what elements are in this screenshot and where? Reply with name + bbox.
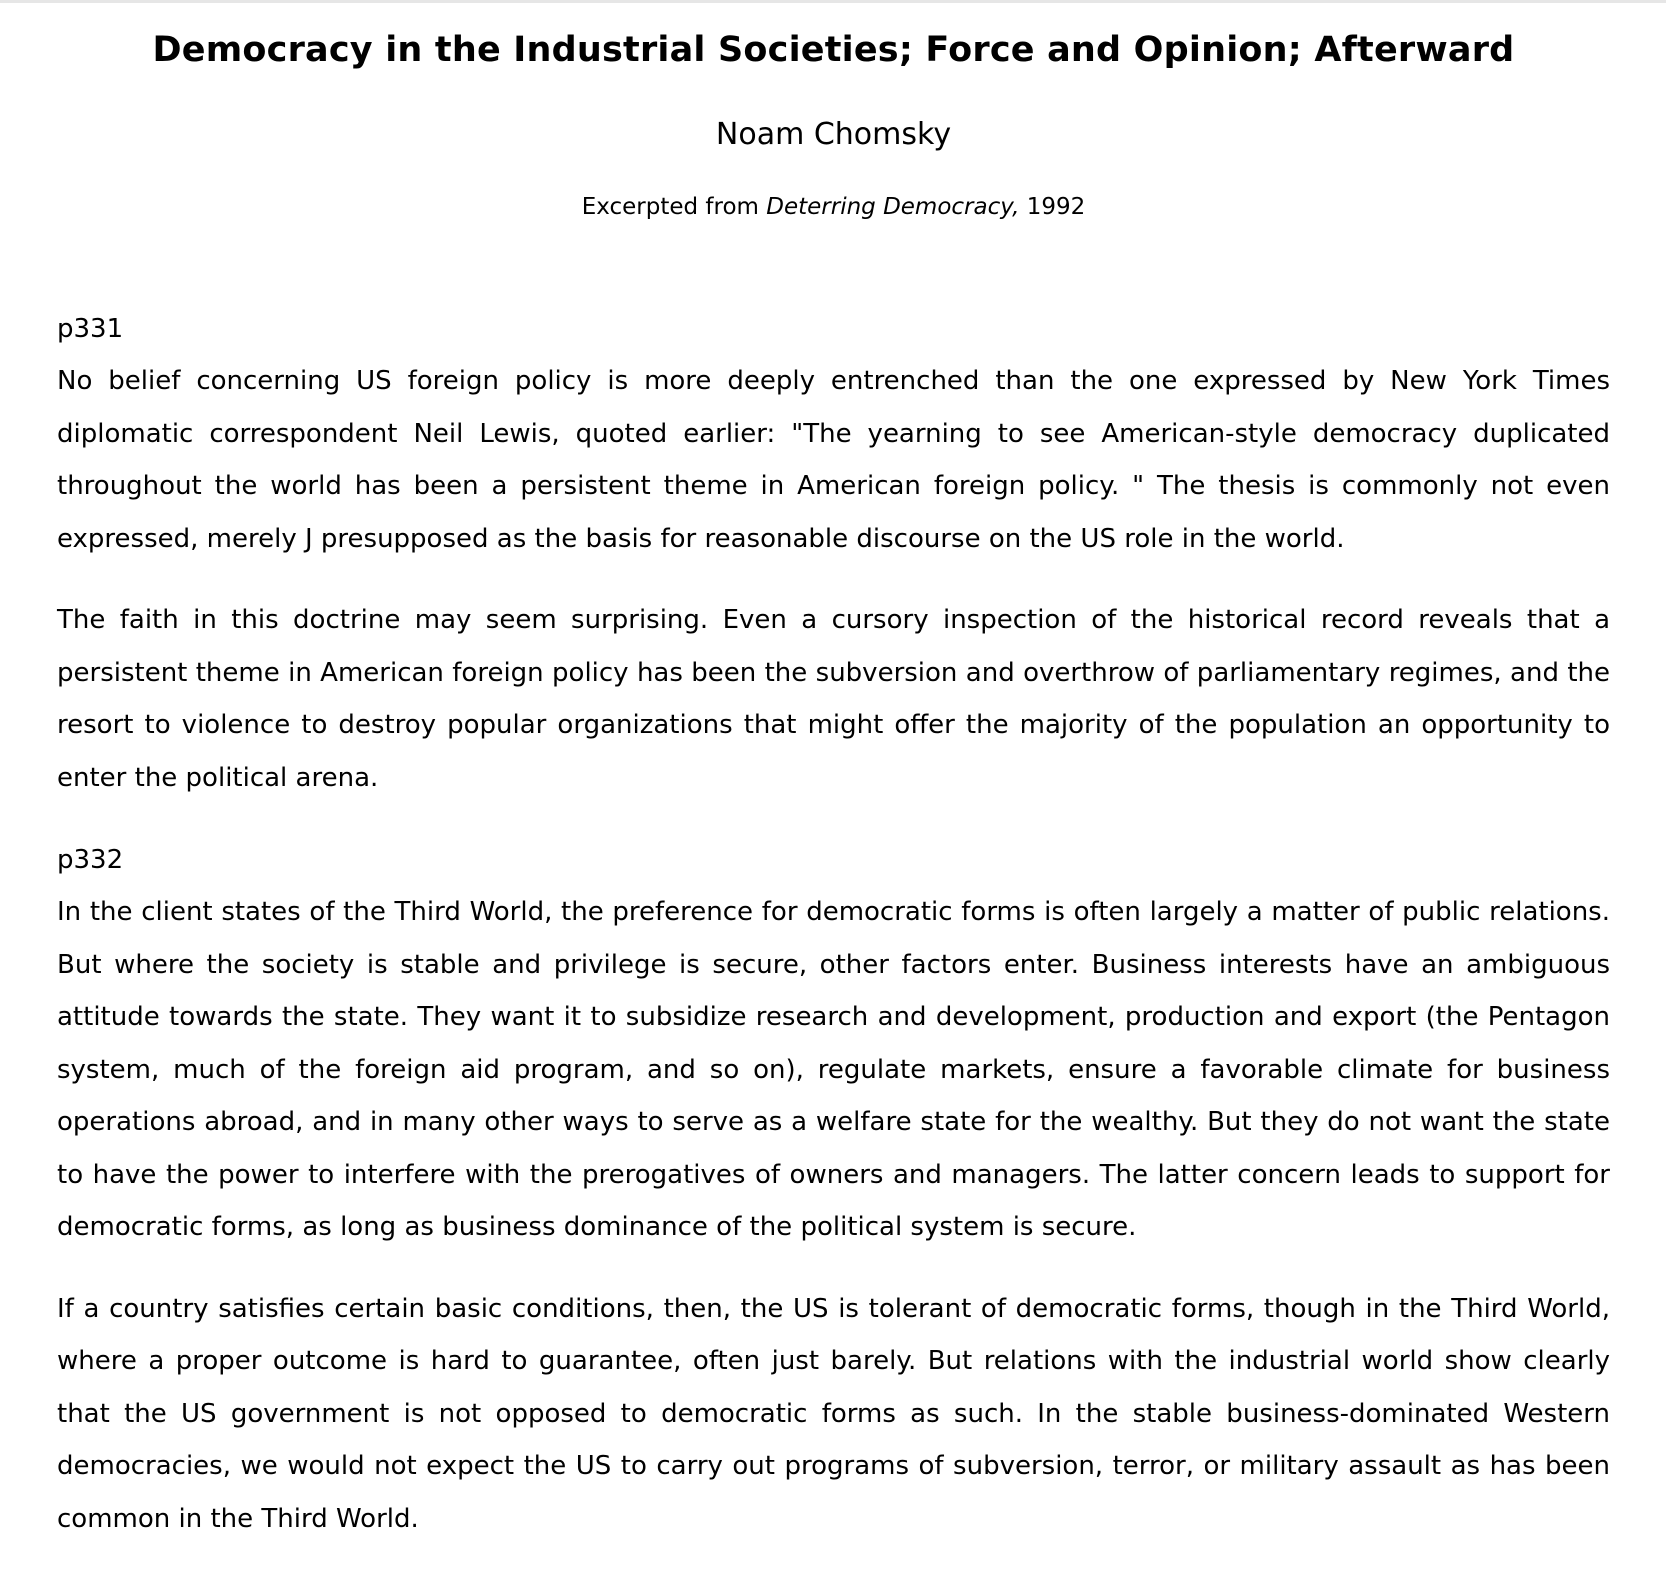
source-year: 1992 [1019,194,1086,220]
page-marker: p331 [57,314,124,344]
author-name: Noam Chomsky [715,117,952,152]
paragraph: The faith in this doctrine may seem surprising. Even a cursory inspection of the historical record reveals that a persistent theme in American foreign policy has been the subversion and overthrow of parliamentary regimes, and the resort to violence to destroy popular organizations that might offer the majority of the population an opportunity to enter the political arena. [57,605,1610,793]
paragraph: In the client states of the Third World, the preference for democratic forms is often largely a matter of public relations. But where the society is stable and privilege is secure, other factors enter. Business interests have an ambiguous attitude towards the state. They want it to subsidize research and development, production and export (the Pentagon system, much of the foreign aid program, and so on), regulate markets, ensure a favorable climate for business operations abroad, and in many other ways to serve as a welfare state for the wealthy. But they do not want the state to have the power to interfere with the prerogatives of owners and managers. The latter concern leads to support for democratic forms, as long as business dominance of the political system is secure. [57,897,1610,1242]
source-citation [57,193,1610,221]
book-title: Deterring Democracy, [766,194,1020,220]
section-p331 [57,303,1610,804]
section-p332 [57,834,1610,1545]
paragraph: No belief concerning US foreign policy is more deeply entrenched than the one expressed by New York Times diplomatic correspondent Neil Lewis, quoted earlier: "The yearning to see American-style democracy duplicated throughout the world has been a persistent theme in American foreign policy. " The thesis is commonly not even expressed, merely J presupposed as the basis for reasonable discourse on the US role in the world. [57,366,1610,554]
source-prefix: Excerpted from [581,194,767,220]
paragraph: If a country satisfies certain basic conditions, then, the US is tolerant of democratic forms, though in the Third World, where a proper outcome is hard to guarantee, often just barely. But relations with the industrial world show clearly that the US government is not opposed to democratic forms as such. In the stable business-dominated Western democracies, we would not expect the US to carry out programs of subversion, terror, or military assault as has been common in the Third World. [57,1293,1610,1534]
page-marker: p332 [57,845,124,875]
document-page [0,29,1666,1545]
document-title: Democracy in the Industrial Societies; Force and Opinion; Afterward [152,30,1515,70]
document-body [57,303,1610,1545]
